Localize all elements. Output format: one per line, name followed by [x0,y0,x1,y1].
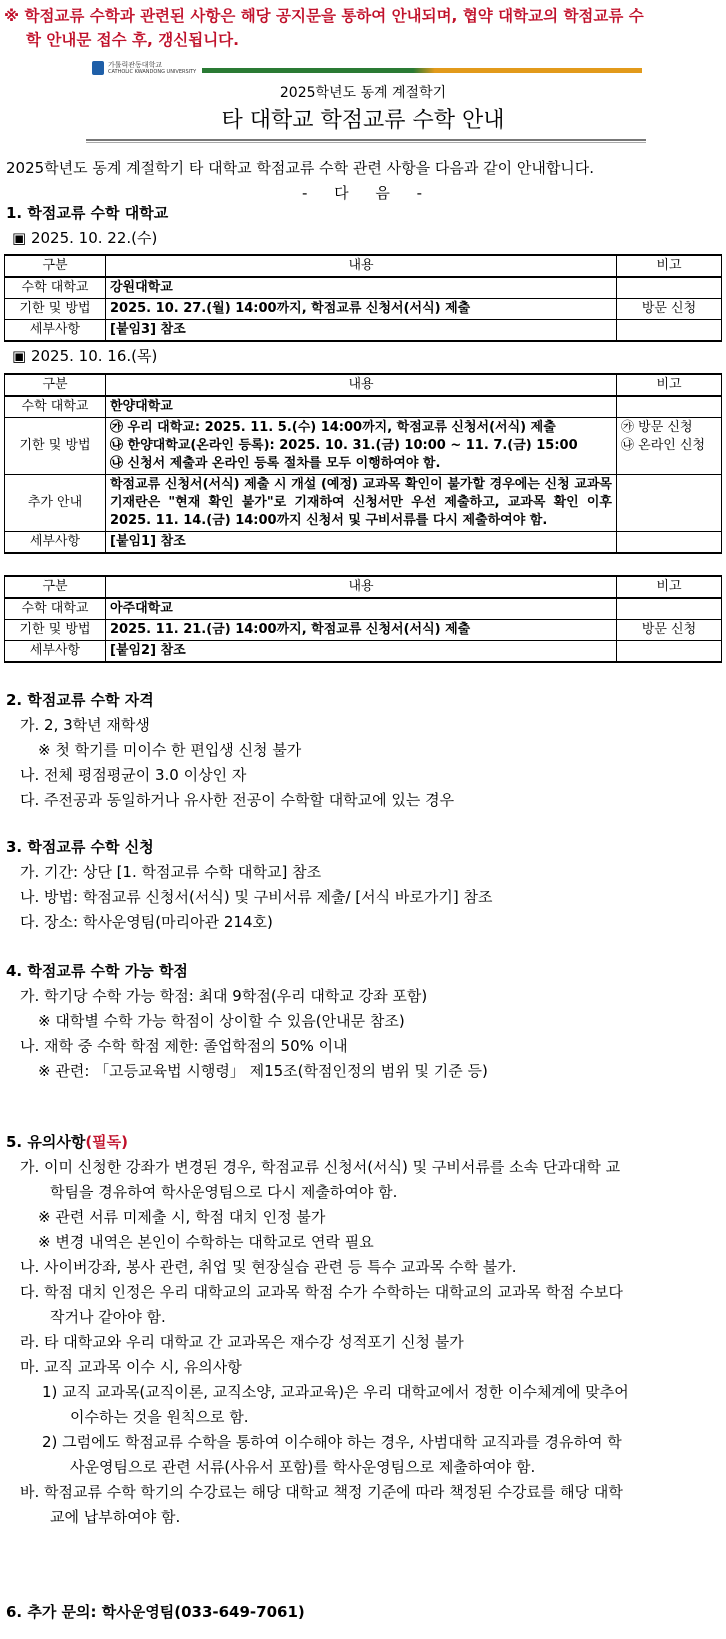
s4-item-b-note: ※ 관련: 「고등교육법 시행령」 제15조(학점인정의 범위 및 기준 등) [38,1062,488,1080]
note-line-2: ㉯ 온라인 신청 [621,438,706,453]
s3-item-b: 나. 방법: 학점교류 신청서(서식) 및 구비서류 제출/ [서식 바로가기] 참조 [20,888,493,906]
row-content: [붙임2] 참조 [106,641,617,663]
row-note [617,641,722,663]
row-note: 방문 신청 [617,620,722,641]
header-note: 비고 [617,576,722,598]
row-label: 기한 및 방법 [5,620,106,641]
header-content: 내용 [106,576,617,598]
row-note [617,598,722,620]
update-notice [4,4,720,52]
table-row [5,418,722,475]
section-1-title: 1. 학점교류 수학 대학교 [6,204,169,222]
row-note: 방문 신청 [617,299,722,320]
table-row [5,475,722,532]
row-content: [붙임1] 참조 [106,532,617,554]
row-content: 2025. 11. 21.(금) 14:00까지, 학점교류 신청서(서식) 제출 [106,620,617,641]
header-category: 구분 [5,374,106,396]
table-row [5,320,722,342]
s5-item-a-line2: 학팀을 경유하여 학사운영팀으로 다시 제출하여야 함. [50,1183,398,1201]
s3-item-a: 가. 기간: 상단 [1. 학점교류 수학 대학교] 참조 [20,863,322,881]
university-logo [92,61,202,75]
section-2-title: 2. 학점교류 수학 자격 [6,691,154,709]
s5-item-c-line1: 다. 학점 대치 인정은 우리 대학교의 교과목 학점 수가 수학하는 대학교의 교과목 학점 수보다 [20,1283,623,1301]
s2-item-a-note: ※ 첫 학기를 미이수 한 편입생 신청 불가 [38,741,302,759]
row-content: 아주대학교 [106,598,617,620]
row-label: 세부사항 [5,320,106,342]
s5-item-a-note1: ※ 관련 서류 미제출 시, 학점 대치 인정 불가 [38,1208,326,1226]
row-content: 강원대학교 [106,277,617,299]
header-content: 내용 [106,255,617,277]
notice-line-2: 학 안내문 접수 후, 갱신됩니다. [26,31,240,49]
table-header-row [5,576,722,598]
table-row [5,532,722,554]
s5-item-d: 라. 타 대학교와 우리 대학교 간 교과목은 재수강 성적포기 신청 불가 [20,1333,464,1351]
row-content: [붙임3] 참조 [106,320,617,342]
da-eum-heading: - 다 음 - [301,184,425,202]
s4-item-b: 나. 재학 중 수학 학점 제한: 졸업학점의 50% 이내 [20,1037,348,1055]
row-label: 세부사항 [5,532,106,554]
section-5-title [6,1131,128,1152]
row-label: 세부사항 [5,641,106,663]
title-divider-thin [86,142,646,143]
s5-item-e1-line2: 이수하는 것을 원칙으로 함. [70,1408,249,1426]
s5-item-e: 마. 교직 교과목 이수 시, 유의사항 [20,1358,242,1376]
s5-item-c-line2: 작거나 같아야 함. [50,1308,166,1326]
row-label: 기한 및 방법 [5,299,106,320]
s2-item-a: 가. 2, 3학년 재학생 [20,716,150,734]
section-4-title: 4. 학점교류 수학 가능 학점 [6,962,188,980]
section-5-title-text: 5. 유의사항 [6,1133,86,1151]
s2-item-c: 다. 주전공과 동일하거나 유사한 전공이 수학할 대학교에 있는 경우 [20,791,455,809]
table-row [5,641,722,663]
table-row [5,299,722,320]
row-content: 한양대학교 [106,396,617,418]
method-line-3: ㉯ 신청서 제출과 온라인 등록 절차를 모두 이행하여야 함. [110,456,441,471]
table-header-row [5,374,722,396]
row-note [617,277,722,299]
header-content: 내용 [106,374,617,396]
method-line-1: ㉮ 우리 대학교: 2025. 11. 5.(수) 14:00까지, 학점교류 신청서(서식) 제출 [110,420,556,435]
row-label: 추가 안내 [5,475,106,532]
table-row [5,598,722,620]
row-note [617,320,722,342]
row-note [617,418,722,475]
row-label: 수학 대학교 [5,396,106,418]
row-label: 수학 대학교 [5,277,106,299]
s5-item-a-line1: 가. 이미 신청한 강좌가 변경된 경우, 학점교류 신청서(서식) 및 구비서류를 소속 단과대학 교 [20,1158,621,1176]
title-divider [86,139,646,141]
s5-item-e2-line2: 사운영팀으로 관련 서류(사유서 포함)를 학사운영팀으로 제출하여야 함. [70,1458,536,1476]
date-1: ▣ 2025. 10. 22.(수) [12,229,158,247]
must-read-label: (필독) [85,1133,129,1151]
row-note [617,475,722,532]
s4-item-a: 가. 학기당 수학 가능 학점: 최대 9학점(우리 대학교 강좌 포함) [20,987,428,1005]
s4-item-a-note: ※ 대학별 수학 가능 학점이 상이할 수 있음(안내문 참조) [38,1012,405,1030]
document-subtitle: 2025학년도 동계 계절학기 [279,85,447,101]
s5-item-f-line1: 바. 학점교류 수학 학기의 수강료는 해당 대학교 책정 기준에 따라 책정된 수강료를 해당 대학 [20,1483,623,1501]
header-note: 비고 [617,374,722,396]
s3-item-c: 다. 장소: 학사운영팀(마리아관 214호) [20,913,273,931]
table-row [5,277,722,299]
table-kangwon [4,254,722,342]
date-2: ▣ 2025. 10. 16.(목) [12,347,158,365]
table-row [5,620,722,641]
row-content: 학점교류 신청서(서식) 제출 시 개설 (예정) 교과목 확인이 불가할 경우에는 신청 교과목 기재란은 "현재 확인 불가"로 기재하여 신청서만 우선 제출하고, 교과목 확인 이후 2025. 11. 14.(금) 14:00까지 신청서 및 구비서류를 다시 제출하여야 함. [106,475,617,532]
row-note [617,396,722,418]
row-label: 수학 대학교 [5,598,106,620]
table-hanyang [4,373,722,554]
table-row [5,396,722,418]
header-category: 구분 [5,255,106,277]
method-line-2: ㉯ 한양대학교(온라인 등록): 2025. 10. 31.(금) 10:00 ~ 11. 7.(금) 15:00 [110,438,578,453]
intro-text: 2025학년도 동계 계절학기 타 대학교 학점교류 수학 관련 사항을 다음과 같이 안내합니다. [6,159,595,177]
document-title: 타 대학교 학점교류 수학 안내 [221,108,505,133]
s5-item-e1-line1: 1) 교직 교과목(교직이론, 교직소양, 교과교육)은 우리 대학교에서 정한 이수체계에 맞추어 [42,1383,629,1401]
s5-item-a-note2: ※ 변경 내역은 본인이 수학하는 대학교로 연락 필요 [38,1233,374,1251]
row-content: 2025. 10. 27.(월) 14:00까지, 학점교류 신청서(서식) 제출 [106,299,617,320]
row-content [106,418,617,475]
table-ajou [4,575,722,663]
row-label: 기한 및 방법 [5,418,106,475]
notice-line-1: ※ 학점교류 수학과 관련된 사항은 해당 공지문을 통하여 안내되며, 협약 대학교의 학점교류 수 [4,7,644,25]
s5-item-f-line2: 교에 납부하여야 함. [50,1508,181,1526]
row-note [617,532,722,554]
s5-item-b: 나. 사이버강좌, 봉사 관련, 취업 및 현장실습 관련 등 특수 교과목 수학 불가. [20,1258,517,1276]
table-header-row [5,255,722,277]
s2-item-b: 나. 전체 평점평균이 3.0 이상인 자 [20,766,247,784]
logo-name-en: CATHOLIC KWANDONG UNIVERSITY [108,69,197,75]
header-category: 구분 [5,576,106,598]
header-note: 비고 [617,255,722,277]
s5-item-e2-line1: 2) 그럼에도 학점교류 수학을 통하여 이수해야 하는 경우, 사범대학 교직과를 경유하여 학 [42,1433,622,1451]
university-emblem-icon [92,61,104,75]
section-6-contact: 6. 추가 문의: 학사운영팀(033-649-7061) [6,1603,305,1621]
logo-name: 가톨릭관동대학교 [108,61,163,69]
note-line-1: ㉮ 방문 신청 [621,420,693,435]
section-3-title: 3. 학점교류 수학 신청 [6,838,154,856]
